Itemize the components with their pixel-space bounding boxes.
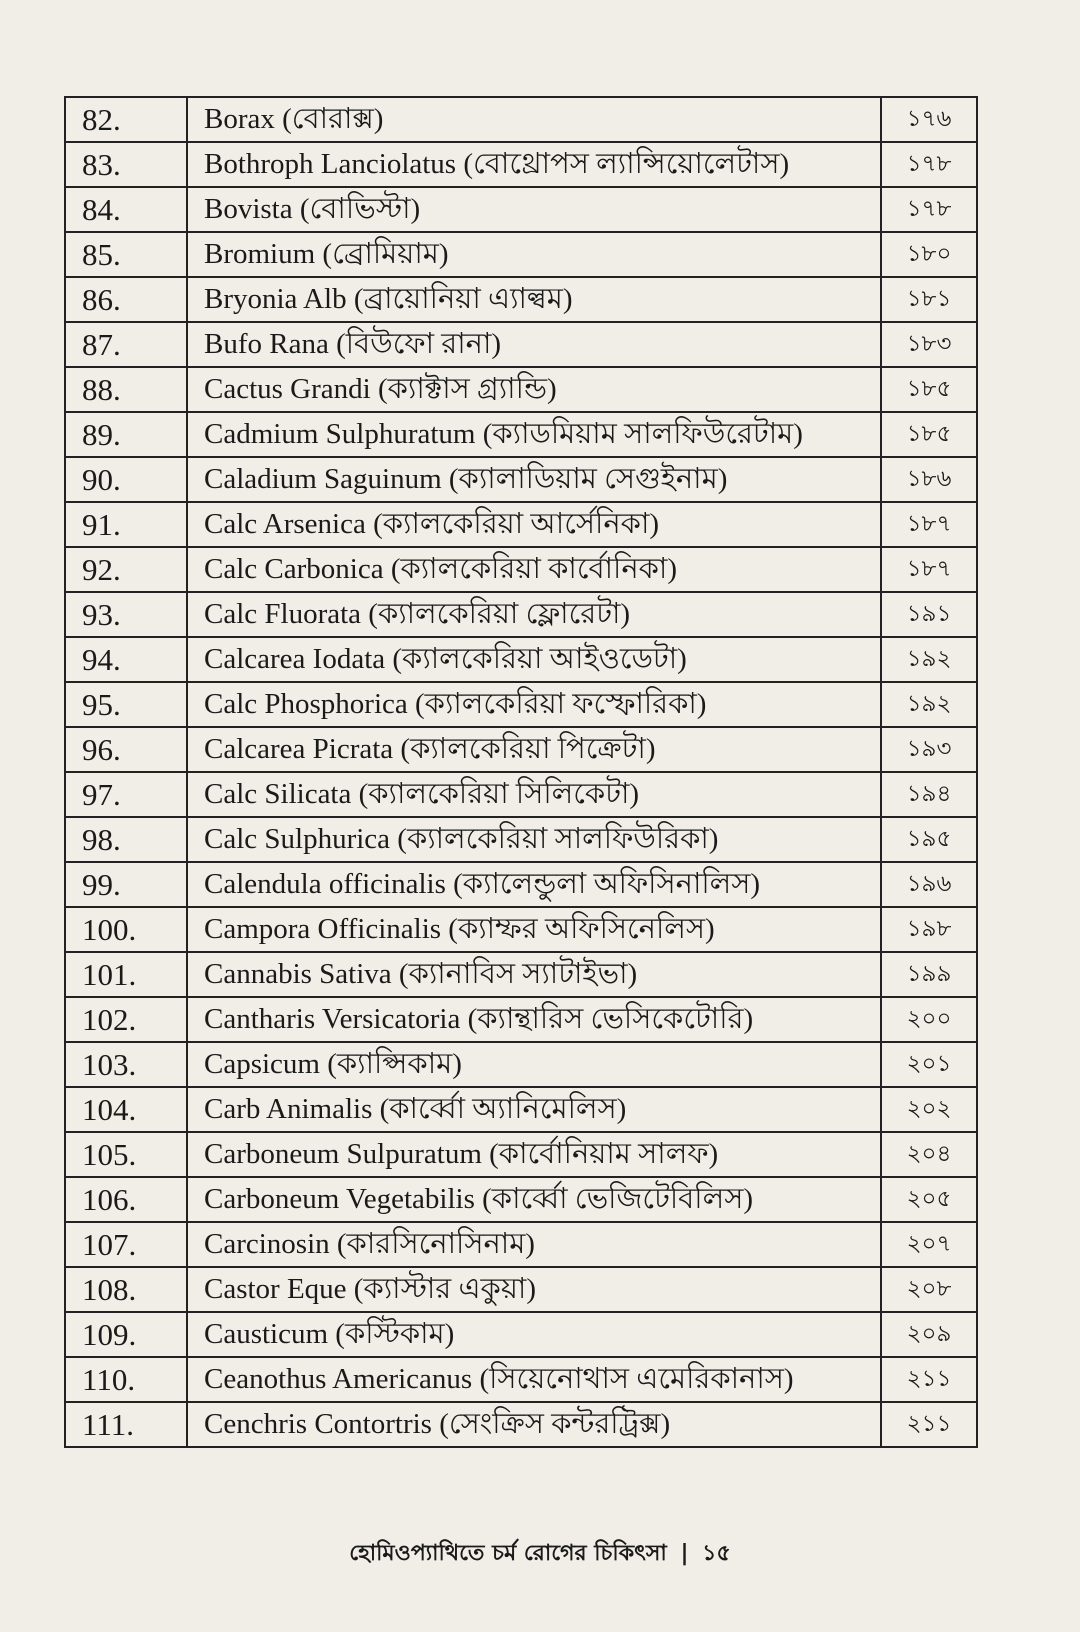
table-row	[65, 1312, 977, 1357]
serial-number-cell: 108.	[65, 1267, 187, 1312]
table-row	[65, 187, 977, 232]
serial-number-cell: 84.	[65, 187, 187, 232]
page-reference-cell: ১৯৮	[881, 907, 977, 952]
table-row	[65, 412, 977, 457]
page-reference-cell: ১৯৬	[881, 862, 977, 907]
table-row	[65, 277, 977, 322]
remedy-index-table-wrapper	[64, 96, 978, 1448]
remedy-name-cell: Calcarea Picrata (ক্যালকেরিয়া পিক্রেটা)	[187, 727, 881, 772]
remedy-name-cell: Carcinosin (কারসিনোসিনাম)	[187, 1222, 881, 1267]
table-row	[65, 1132, 977, 1177]
page-reference-cell: ১৯৩	[881, 727, 977, 772]
table-row	[65, 682, 977, 727]
page-reference-cell: ২০১	[881, 1042, 977, 1087]
serial-number-cell: 99.	[65, 862, 187, 907]
remedy-name-cell: Calc Sulphurica (ক্যালকেরিয়া সালফিউরিকা)	[187, 817, 881, 862]
serial-number-cell: 87.	[65, 322, 187, 367]
serial-number-cell: 102.	[65, 997, 187, 1042]
page-reference-cell: ২১১	[881, 1357, 977, 1402]
remedy-name-cell: Calc Arsenica (ক্যালকেরিয়া আর্সেনিকা)	[187, 502, 881, 547]
page-reference-cell: ১৮১	[881, 277, 977, 322]
page-reference-cell: ১৮৩	[881, 322, 977, 367]
page-reference-cell: ১৭৮	[881, 187, 977, 232]
serial-number-cell: 92.	[65, 547, 187, 592]
page-reference-cell: ২০৪	[881, 1132, 977, 1177]
serial-number-cell: 96.	[65, 727, 187, 772]
serial-number-cell: 85.	[65, 232, 187, 277]
remedy-name-cell: Cenchris Contortris (সেংক্রিস কন্টরট্রিক্স)	[187, 1402, 881, 1447]
table-row	[65, 502, 977, 547]
page-number: ১৫	[702, 1541, 731, 1566]
page-reference-cell: ১৯২	[881, 682, 977, 727]
remedy-name-cell: Capsicum (ক্যাপ্সিকাম)	[187, 1042, 881, 1087]
remedy-name-cell: Calc Phosphorica (ক্যালকেরিয়া ফস্ফোরিকা)	[187, 682, 881, 727]
serial-number-cell: 101.	[65, 952, 187, 997]
table-row	[65, 592, 977, 637]
remedy-name-cell: Calc Carbonica (ক্যালকেরিয়া কার্বোনিকা)	[187, 547, 881, 592]
remedy-name-cell: Calc Fluorata (ক্যালকেরিয়া ফ্লোরেটা)	[187, 592, 881, 637]
table-row	[65, 142, 977, 187]
serial-number-cell: 94.	[65, 637, 187, 682]
table-row	[65, 232, 977, 277]
table-row	[65, 862, 977, 907]
serial-number-cell: 98.	[65, 817, 187, 862]
serial-number-cell: 105.	[65, 1132, 187, 1177]
table-row	[65, 1177, 977, 1222]
serial-number-cell: 89.	[65, 412, 187, 457]
remedy-name-cell: Ceanothus Americanus (সিয়েনোথাস এমেরিকানাস)	[187, 1357, 881, 1402]
serial-number-cell: 100.	[65, 907, 187, 952]
page-reference-cell: ১৮০	[881, 232, 977, 277]
table-row	[65, 1267, 977, 1312]
remedy-name-cell: Carboneum Sulpuratum (কার্বোনিয়াম সালফ)	[187, 1132, 881, 1177]
serial-number-cell: 93.	[65, 592, 187, 637]
footer-separator: |	[680, 1541, 689, 1566]
remedy-name-cell: Calc Silicata (ক্যালকেরিয়া সিলিকেটা)	[187, 772, 881, 817]
serial-number-cell: 107.	[65, 1222, 187, 1267]
table-row	[65, 907, 977, 952]
table-row	[65, 952, 977, 997]
page-reference-cell: ১৭৬	[881, 97, 977, 142]
table-row	[65, 1087, 977, 1132]
table-row	[65, 727, 977, 772]
remedy-name-cell: Cantharis Versicatoria (ক্যান্থারিস ভেসিকেটোরি)	[187, 997, 881, 1042]
table-row	[65, 1357, 977, 1402]
table-row	[65, 457, 977, 502]
serial-number-cell: 95.	[65, 682, 187, 727]
page-reference-cell: ১৯৫	[881, 817, 977, 862]
page-reference-cell: ১৮৫	[881, 367, 977, 412]
remedy-name-cell: Calendula officinalis (ক্যালেন্ডুলা অফিসিনালিস)	[187, 862, 881, 907]
book-title: হোমিওপ্যাথিতে চর্ম রোগের চিকিৎসা	[349, 1541, 667, 1566]
page-reference-cell: ২০২	[881, 1087, 977, 1132]
remedy-name-cell: Calcarea Iodata (ক্যালকেরিয়া আইওডেটা)	[187, 637, 881, 682]
remedy-name-cell: Bryonia Alb (ব্রায়োনিয়া এ্যাল্বম)	[187, 277, 881, 322]
serial-number-cell: 110.	[65, 1357, 187, 1402]
table-row	[65, 1222, 977, 1267]
page-reference-cell: ১৭৮	[881, 142, 977, 187]
page-reference-cell: ১৯৪	[881, 772, 977, 817]
remedy-name-cell: Cactus Grandi (ক্যাক্টাস গ্র্যান্ডি)	[187, 367, 881, 412]
remedy-name-cell: Bothroph Lanciolatus (বোথ্রোপস ল্যান্সিয়োলেটাস)	[187, 142, 881, 187]
remedy-name-cell: Campora Officinalis (ক্যাম্ফর অফিসিনেলিস)	[187, 907, 881, 952]
page-reference-cell: ১৮৬	[881, 457, 977, 502]
serial-number-cell: 82.	[65, 97, 187, 142]
remedy-name-cell: Carb Animalis (কার্ব্বো অ্যানিমেলিস)	[187, 1087, 881, 1132]
table-row	[65, 1402, 977, 1447]
remedy-name-cell: Borax (বোরাক্স)	[187, 97, 881, 142]
table-row	[65, 637, 977, 682]
page-footer	[0, 1536, 1080, 1573]
remedy-name-cell: Cannabis Sativa (ক্যানাবিস স্যাটাইভা)	[187, 952, 881, 997]
page-reference-cell: ১৯৯	[881, 952, 977, 997]
serial-number-cell: 90.	[65, 457, 187, 502]
page-reference-cell: ২০৫	[881, 1177, 977, 1222]
serial-number-cell: 103.	[65, 1042, 187, 1087]
serial-number-cell: 97.	[65, 772, 187, 817]
serial-number-cell: 106.	[65, 1177, 187, 1222]
table-row	[65, 1042, 977, 1087]
page-reference-cell: ২০৮	[881, 1267, 977, 1312]
page-reference-cell: ১৯১	[881, 592, 977, 637]
page-reference-cell: ১৮৭	[881, 547, 977, 592]
table-row	[65, 997, 977, 1042]
serial-number-cell: 91.	[65, 502, 187, 547]
serial-number-cell: 109.	[65, 1312, 187, 1357]
page-reference-cell: ১৮৫	[881, 412, 977, 457]
remedy-name-cell: Bovista (বোভিস্টা)	[187, 187, 881, 232]
page-reference-cell: ১৮৭	[881, 502, 977, 547]
page-reference-cell: ২০৯	[881, 1312, 977, 1357]
remedy-name-cell: Castor Eque (ক্যাস্টার একুয়া)	[187, 1267, 881, 1312]
table-row	[65, 97, 977, 142]
page-reference-cell: ১৯২	[881, 637, 977, 682]
serial-number-cell: 86.	[65, 277, 187, 322]
serial-number-cell: 111.	[65, 1402, 187, 1447]
page-reference-cell: ২১১	[881, 1402, 977, 1447]
remedy-name-cell: Carboneum Vegetabilis (কার্ব্বো ভেজিটেবিলিস)	[187, 1177, 881, 1222]
remedy-name-cell: Bromium (ব্রোমিয়াম)	[187, 232, 881, 277]
remedy-index-table	[64, 96, 978, 1448]
table-row	[65, 322, 977, 367]
page-reference-cell: ২০৭	[881, 1222, 977, 1267]
serial-number-cell: 88.	[65, 367, 187, 412]
remedy-name-cell: Caladium Saguinum (ক্যালাডিয়াম সেগুইনাম)	[187, 457, 881, 502]
table-row	[65, 772, 977, 817]
table-row	[65, 367, 977, 412]
table-row	[65, 817, 977, 862]
remedy-name-cell: Causticum (কস্টিকাম)	[187, 1312, 881, 1357]
serial-number-cell: 104.	[65, 1087, 187, 1132]
remedy-index-body	[65, 97, 977, 1447]
remedy-name-cell: Bufo Rana (বিউফো রানা)	[187, 322, 881, 367]
table-row	[65, 547, 977, 592]
serial-number-cell: 83.	[65, 142, 187, 187]
page-reference-cell: ২০০	[881, 997, 977, 1042]
remedy-name-cell: Cadmium Sulphuratum (ক্যাডমিয়াম সালফিউরেটাম)	[187, 412, 881, 457]
